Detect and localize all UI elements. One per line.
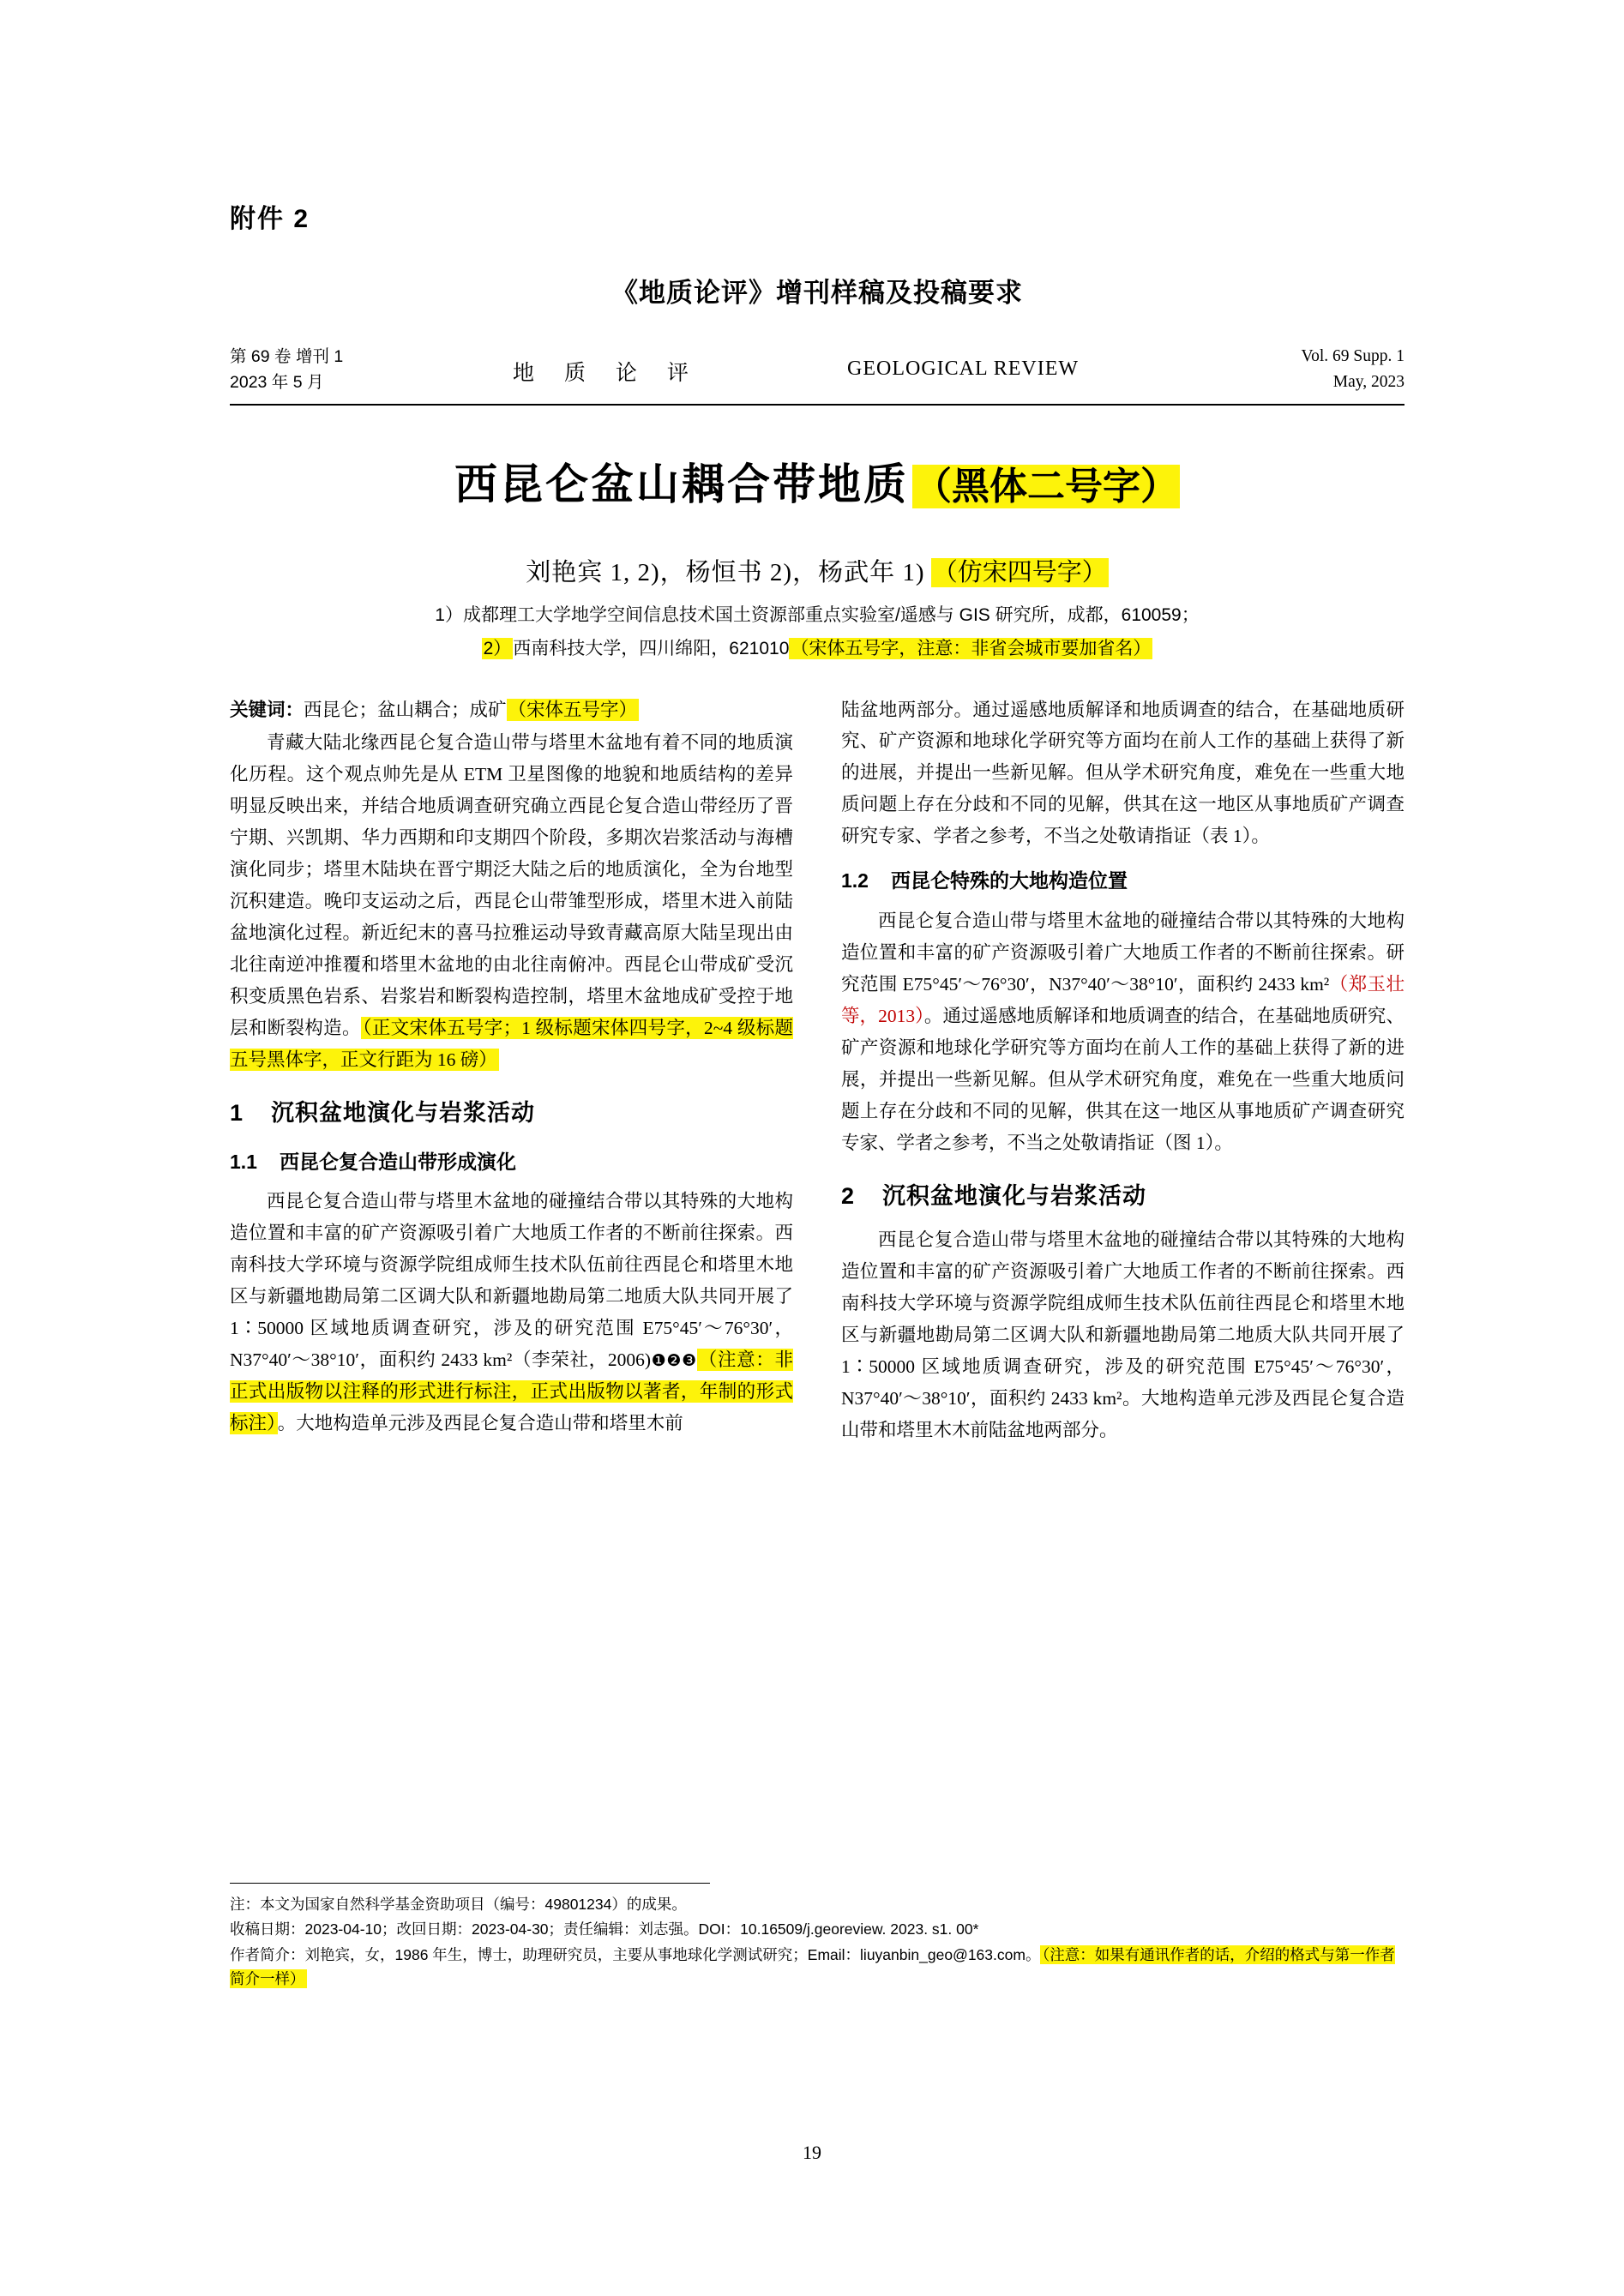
volume-line: 第 69 卷 增刊 1 (230, 347, 344, 366)
section-1-number: 1 (230, 1100, 244, 1127)
abstract-text: 青藏大陆北缘西昆仑复合造山带与塔里木盆地有着不同的地质演化历程。这个观点帅先是从 ETM 卫星图像的地貌和地质结构的差异明显反映出来，并结合地质调查研究确立西昆仑复合造山带经历了晋宁期、兴凯期、华力西期和印支期四个阶段，多期次岩浆活动与海槽演化同步；塔里木陆块在晋宁期泛大陆之后的地质演化，全为台地型沉积建造。晚印支运动之后，西昆仑山带雏型形成，塔里木进入前陆盆地演化过程。新近纪末的喜马拉雅运动导致青藏高原大陆呈现出由北往南逆冲推覆和塔里木盆地的由北往南俯冲。西昆仑山带成矿受沉积变质黑色岩系、岩浆岩和断裂构造控制，塔里木盆地成矿受控于地层和断裂构造。 (230, 732, 793, 1039)
keywords-label: 关键词： (230, 699, 304, 720)
journal-name-cn: 地 质 论 评 (513, 361, 701, 385)
footnote-author-bio (230, 1943, 1404, 1992)
affiliations (230, 600, 1404, 665)
section-1-1-text-a: 西昆仑复合造山带与塔里木盆地的碰撞结合带以其特殊的大地构造位置和丰富的矿产资源吸引着广大地质工作者的不断前往探索。西南科技大学环境与资源学院组成师生技术队伍前往西昆仑和塔里木地区与新疆地勘局第二区调大队和新疆地勘局第二地质大队共同开展了 1∶50000 区域地质调查研究，涉及的研究范围 E75°45′～76°30′，N37°40′～38°10′，面积约 2433 km²（李荣社，2006) (230, 1191, 793, 1370)
section-2-number: 2 (841, 1182, 856, 1209)
section-1-heading (230, 1093, 793, 1133)
affiliation-2-marker: 2） (483, 638, 512, 658)
page-content (230, 197, 1404, 1446)
journal-sample-note: 《地质论评》增刊样稿及投稿要求 (611, 278, 1023, 308)
page-title: 西昆仑盆山耦合带地质 (454, 460, 909, 508)
right-column (841, 694, 1404, 1446)
section-2-title: 沉积盆地演化与岩浆活动 (882, 1182, 1146, 1209)
title-format-note: （黑体二号字） (914, 466, 1178, 508)
footnote-dates: 收稿日期：2023-04-10；改回日期：2023-04-30；责任编辑：刘志强。DOI：10.16509/j.georeview. 2023. s1. 00* (230, 1920, 979, 1938)
section-1-1-paragraph (230, 1186, 793, 1440)
footnote-markers: ❶❷❸ (651, 1350, 697, 1370)
right-continuation-paragraph: 陆盆地两部分。通过遥感地质解译和地质调查的结合，在基础地质研究、矿产资源和地球化学研究等方面均在前人工作的基础上获得了新的进展，并提出一些新见解。但从学术研究角度，难免在一些重大地质问题上存在分歧和不同的见解，供其在这一地区从事地质矿产调查研究专家、学者之参考，不当之处敬请指证（表 1）。 (841, 699, 1404, 847)
journal-masthead (230, 340, 1404, 406)
affiliation-1: 1）成都理工大学地学空间信息技术国土资源部重点实验室/遥感与 GIS 研究所，成都，610059； (435, 605, 1200, 625)
footnote-rule (230, 1883, 710, 1884)
keywords-line (230, 694, 793, 726)
section-2-paragraph: 西昆仑复合造山带与塔里木盆地的碰撞结合带以其特殊的大地构造位置和丰富的矿产资源吸引着广大地质工作者的不断前往探索。西南科技大学环境与资源学院组成师生技术队伍前往西昆仑和塔里木地区与新疆地勘局第二区调大队和新疆地勘局第二地质大队共同开展了 1∶50000 区域地质调查研究，涉及的研究范围 E75°45′～76°30′，N37°40′～38°10′，面积约 2433 km²。大地构造单元涉及西昆仑复合造山带和塔里木木前陆盆地两部分。 (841, 1229, 1404, 1440)
attachment-label: 附件 2 (230, 205, 310, 233)
abstract-paragraph (230, 727, 793, 1076)
footnote-format-note: （注意：如果有通讯作者的话，介绍的格式与第一作者简介一样） (230, 1945, 1395, 1988)
citation-format-note: （注意：非正式出版物以注释的形式进行标注，正式出版物以著者，年制的形式标注） (230, 1349, 793, 1433)
section-1-2-text-a: 西昆仑复合造山带与塔里木盆地的碰撞结合带以其特殊的大地构造位置和丰富的矿产资源吸引着广大地质工作者的不断前往探索。研究范围 E75°45′～76°30′，N37°40′～38°10′，面积约 2433 km² (841, 910, 1404, 995)
keywords-value: 西昆仑；盆山耦合；成矿 (304, 699, 507, 720)
section-2-heading (841, 1176, 1404, 1216)
date-line: 2023 年 5 月 (230, 373, 324, 393)
left-column (230, 694, 793, 1446)
affiliation-format-note: （宋体五号字，注意：非省会城市要加省名） (791, 638, 1152, 658)
author-format-note: （仿宋四号字） (932, 559, 1107, 586)
date-line-en: May, 2023 (1332, 373, 1404, 392)
section-1-1-title: 西昆仑复合造山带形成演化 (280, 1150, 516, 1173)
title-block (230, 450, 1404, 512)
section-1-1-heading (230, 1145, 793, 1180)
section-1-1-text-b: 。大地构造单元涉及西昆仑复合造山带和塔里木前 (277, 1412, 683, 1433)
section-1-1-number: 1.1 (230, 1150, 257, 1173)
volume-line-en: Vol. 69 Supp. 1 (1301, 347, 1404, 365)
footnote-block (230, 1883, 1404, 1992)
inline-citation: （郑玉壮等，2013） (841, 973, 1404, 1026)
section-1-2-text-b: 。通过遥感地质解译和地质调查的结合，在基础地质研究、矿产资源和地球化学研究等方面均在前人工作的基础上获得了新的进展，并提出一些新见解。但从学术研究角度，难免在一些重大地质问题上存在分歧和不同的见解，供其在这一地区从事地质矿产调查研究专家、学者之参考，不当之处敬请指证（图 1）。 (841, 1005, 1404, 1153)
body-format-note: （正文宋体五号字；1 级标题宋体四号字，2~4 级标题五号黑体字，正文行距为 16 磅） (230, 1018, 793, 1071)
section-1-title: 沉积盆地演化与岩浆活动 (271, 1100, 535, 1127)
page-number: 19 (803, 2142, 821, 2163)
masthead-left (230, 344, 343, 395)
author-line (230, 553, 1404, 588)
affiliation-2: 西南科技大学，四川绵阳，621010 (513, 638, 790, 658)
section-1-2-paragraph (841, 905, 1404, 1159)
body-columns (230, 694, 1404, 1446)
journal-name-en: GEOLOGICAL REVIEW (847, 358, 1080, 380)
footnote-author-bio-text: 作者简介：刘艳宾，女，1986 年生，博士，助理研究员，主要从事地球化学测试研究；Email：liuyanbin_geo@163.com。 (230, 1945, 1041, 1963)
section-1-2-title: 西昆仑特殊的大地构造位置 (891, 869, 1128, 893)
keywords-format-note: （宋体五号字） (508, 699, 638, 720)
masthead-right (1302, 344, 1404, 395)
footnote-funding: 注：本文为国家自然科学基金资助项目（编号：49801234）的成果。 (230, 1896, 687, 1913)
section-1-2-number: 1.2 (841, 869, 869, 893)
author-names: 刘艳宾 1, 2)，杨恒书 2)，杨武年 1) (526, 559, 925, 586)
section-1-2-heading (841, 864, 1404, 899)
